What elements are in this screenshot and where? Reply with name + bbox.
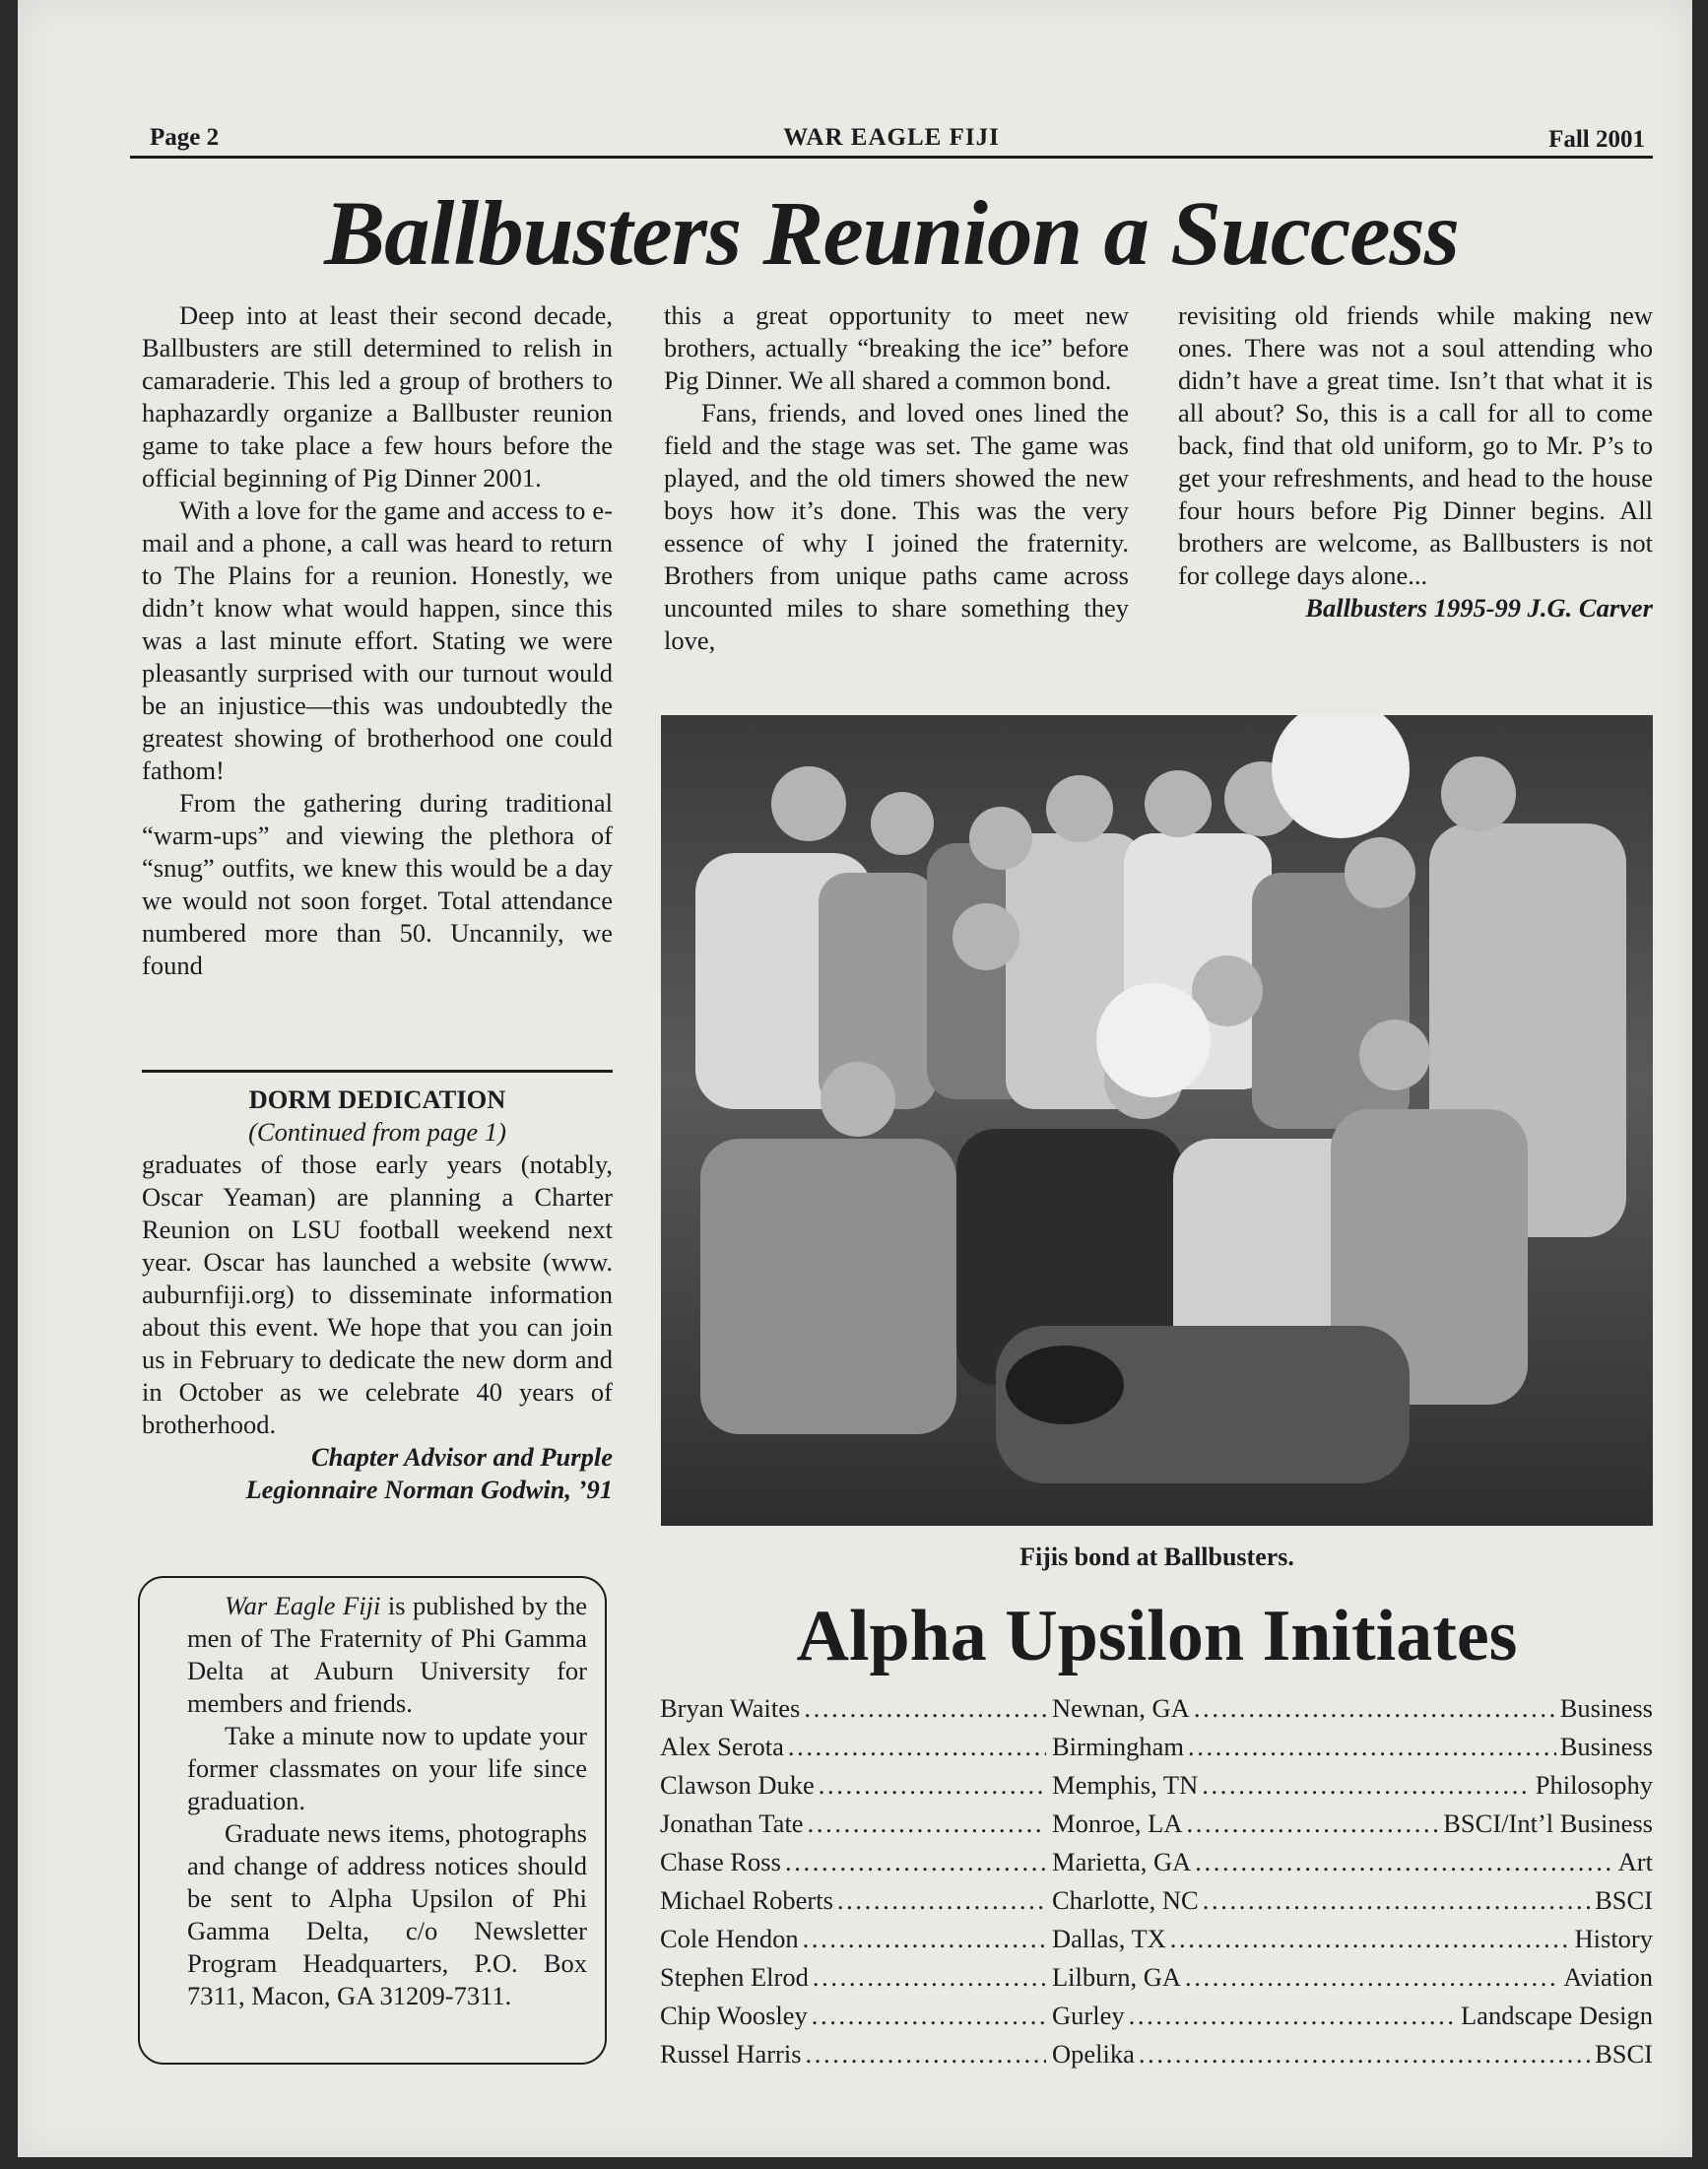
name-cell — [660, 1728, 1050, 1766]
dot-leader — [788, 1728, 1046, 1766]
article-paragraph: Fans, friends, and loved ones lined the field and the stage was set. The game was played, and the old timers showed the new boys how it’s done. This was the very essence of why I joined the fraternity. Brothers from unique paths came across uncounted miles to share something they love, — [664, 398, 1129, 655]
article-paragraph: Deep into at least their second decade, Ballbusters are still determined to relish in camaraderie. This led a group of brothers to haphazardly organize a Ballbuster reunion game to take place a few hours before the official beginning of Pig Dinner 2001. — [142, 300, 613, 493]
initiate-major: Landscape Design — [1461, 2001, 1653, 2030]
dot-leader — [813, 1958, 1046, 1997]
initiate-name: Jonathan Tate — [660, 1808, 804, 1838]
dorm-continued-note: (Continued from page 1) — [248, 1117, 506, 1147]
newsletter-page — [18, 0, 1692, 2157]
initiate-name: Russel Harris — [660, 2039, 802, 2069]
group-photo-image — [661, 715, 1653, 1526]
issue-date: Fall 2001 — [1548, 126, 1645, 153]
article-paragraph: With a love for the game and access to e-mail and a phone, a call was heard to return to The Plains for a reunion. Honestly, we didn’t know what would happen, since this was a last minute effort. Stating we were pleasantly surprised with our turnout would be an injustice—this was undoubtedly the greatest showing of brotherhood one could fathom! — [142, 495, 613, 785]
info-paragraph: Take a minute now to update your former classmates on your life since graduation. — [187, 1721, 587, 1815]
dot-leader — [819, 1766, 1046, 1805]
initiate-name: Cole Hendon — [660, 1924, 799, 1953]
dot-leader — [1195, 1843, 1613, 1881]
info-text: is published by the men of The Fraternity of Phi Gamma Delta at Auburn University for members and friends. — [187, 1591, 587, 1718]
dot-leader — [1202, 1766, 1532, 1805]
initiates-list — [660, 1689, 1653, 2073]
article-paragraph: revisiting old friends while making new ones. There was not a soul attending who didn’t have a great time. Isn’t that what it is all about? So, this is a call for all to come back, find that old uniform, go to Mr. P’s to get your refreshments, and head to the house four hours before Pig Dinner begins. All brothers are welcome, as Ballbusters is not for college days alone... — [1178, 300, 1653, 590]
dot-leader — [1139, 2035, 1591, 2073]
dot-leader — [1194, 1689, 1556, 1728]
initiate-row — [660, 1997, 1653, 2035]
dot-leader — [812, 1997, 1046, 2035]
dot-leader — [1170, 1920, 1571, 1958]
initiate-hometown: Marietta, GA — [1052, 1847, 1192, 1876]
initiate-major: Business — [1559, 1732, 1653, 1761]
detail-cell — [1052, 1958, 1653, 1997]
initiate-major: BSCI — [1595, 1885, 1653, 1915]
initiate-row — [660, 1728, 1653, 1766]
info-paragraph — [187, 1590, 587, 1720]
info-paragraph: Graduate news items, photographs and change of address notices should be sent to Alpha Upsilon of Phi Gamma Delta, c/o Newsletter Program Headquarters, P.O. Box 7311, Macon, GA 31209-7311. — [187, 1818, 587, 2010]
dot-leader — [808, 1805, 1046, 1843]
publication-info-box — [138, 1576, 607, 2065]
initiate-hometown: Opelika — [1052, 2039, 1135, 2069]
initiate-hometown: Memphis, TN — [1052, 1770, 1199, 1800]
initiate-name: Chip Woosley — [660, 2001, 808, 2030]
detail-cell — [1052, 1997, 1653, 2035]
newsletter-name: WAR EAGLE FIJI — [783, 124, 1000, 151]
article-headline: Ballbusters Reunion a Success — [324, 183, 1459, 285]
name-cell — [660, 1766, 1050, 1805]
dot-leader — [1188, 1728, 1556, 1766]
page-number: Page 2 — [150, 124, 220, 151]
initiate-row — [660, 1805, 1653, 1843]
detail-cell — [1052, 1920, 1653, 1958]
publication-title: War Eagle Fiji — [225, 1591, 381, 1620]
detail-cell — [1052, 1766, 1653, 1805]
group-photo — [661, 715, 1653, 1526]
detail-cell — [1052, 2035, 1653, 2073]
dot-leader — [1186, 1805, 1439, 1843]
article-column-3 — [1178, 299, 1653, 624]
name-cell — [660, 1843, 1050, 1881]
detail-cell — [1052, 1728, 1653, 1766]
initiate-name: Michael Roberts — [660, 1885, 833, 1915]
initiate-name: Clawson Duke — [660, 1770, 815, 1800]
photo-caption: Fijis bond at Ballbusters. — [1019, 1543, 1294, 1571]
initiates-heading: Alpha Upsilon Initiates — [796, 1596, 1518, 1676]
detail-cell — [1052, 1881, 1653, 1920]
dorm-heading: DORM DEDICATION — [248, 1084, 506, 1114]
dorm-dedication-section — [142, 1084, 613, 1506]
initiate-name: Chase Ross — [660, 1847, 781, 1876]
initiate-row — [660, 2035, 1653, 2073]
dot-leader — [1203, 1881, 1591, 1920]
dot-leader — [804, 1689, 1046, 1728]
dorm-body: graduates of those early years (notably, Oscar Yeaman) are planning a Charter Reunion on LSU football weekend next year. Oscar has launched a website (www. auburnfiji.org) to disseminate information about this event. We hope that you can join us in February to dedicate the new dorm and in October as we celebrate 40 years of brotherhood. — [142, 1150, 613, 1439]
initiate-row — [660, 1958, 1653, 1997]
initiate-row — [660, 1689, 1653, 1728]
dot-leader — [1129, 1997, 1457, 2035]
article-paragraph: this a great opportunity to meet new brothers, actually “breaking the ice” before Pig Dinner. We all shared a common bond. — [664, 300, 1129, 395]
initiate-major: History — [1574, 1924, 1653, 1953]
dot-leader — [837, 1881, 1046, 1920]
initiate-hometown: Newnan, GA — [1052, 1693, 1190, 1723]
initiate-major: Business — [1559, 1693, 1653, 1723]
initiate-major: Art — [1617, 1847, 1653, 1876]
initiate-name: Bryan Waites — [660, 1693, 801, 1723]
initiate-name: Stephen Elrod — [660, 1962, 809, 1992]
dot-leader — [803, 1920, 1046, 1958]
initiate-hometown: Gurley — [1052, 2001, 1125, 2030]
initiate-major: Aviation — [1563, 1962, 1653, 1992]
page-header — [130, 122, 1653, 159]
name-cell — [660, 1805, 1050, 1843]
initiate-row — [660, 1920, 1653, 1958]
name-cell — [660, 1881, 1050, 1920]
initiate-hometown: Dallas, TX — [1052, 1924, 1166, 1953]
initiate-hometown: Monroe, LA — [1052, 1808, 1183, 1838]
section-divider — [142, 1070, 613, 1073]
dorm-signature-line-2: Legionnaire Norman Godwin, ’91 — [245, 1475, 613, 1504]
dorm-signature-line-1: Chapter Advisor and Purple — [310, 1442, 613, 1472]
initiate-hometown: Lilburn, GA — [1052, 1962, 1182, 1992]
article-column-2 — [664, 299, 1129, 657]
initiate-hometown: Birmingham — [1052, 1732, 1184, 1761]
name-cell — [660, 1689, 1050, 1728]
initiate-row — [660, 1843, 1653, 1881]
detail-cell — [1052, 1843, 1653, 1881]
detail-cell — [1052, 1689, 1653, 1728]
initiate-row — [660, 1881, 1653, 1920]
detail-cell — [1052, 1805, 1653, 1843]
article-column-1 — [142, 299, 613, 982]
dot-leader — [806, 2035, 1046, 2073]
initiate-major: Philosophy — [1535, 1770, 1653, 1800]
article-signature: Ballbusters 1995-99 J.G. Carver — [1305, 593, 1653, 623]
name-cell — [660, 1958, 1050, 1997]
initiate-row — [660, 1766, 1653, 1805]
initiate-hometown: Charlotte, NC — [1052, 1885, 1199, 1915]
article-paragraph: From the gathering during traditional “warm-ups” and viewing the plethora of “snug” outfits, we knew this would be a day we would not soon forget. Total attendance numbered more than 50. Uncannily, we found — [142, 788, 613, 980]
name-cell — [660, 1920, 1050, 1958]
dot-leader — [785, 1843, 1046, 1881]
initiate-major: BSCI/Int’l Business — [1443, 1808, 1653, 1838]
initiate-name: Alex Serota — [660, 1732, 784, 1761]
initiate-major: BSCI — [1595, 2039, 1653, 2069]
name-cell — [660, 2035, 1050, 2073]
name-cell — [660, 1997, 1050, 2035]
dot-leader — [1185, 1958, 1559, 1997]
